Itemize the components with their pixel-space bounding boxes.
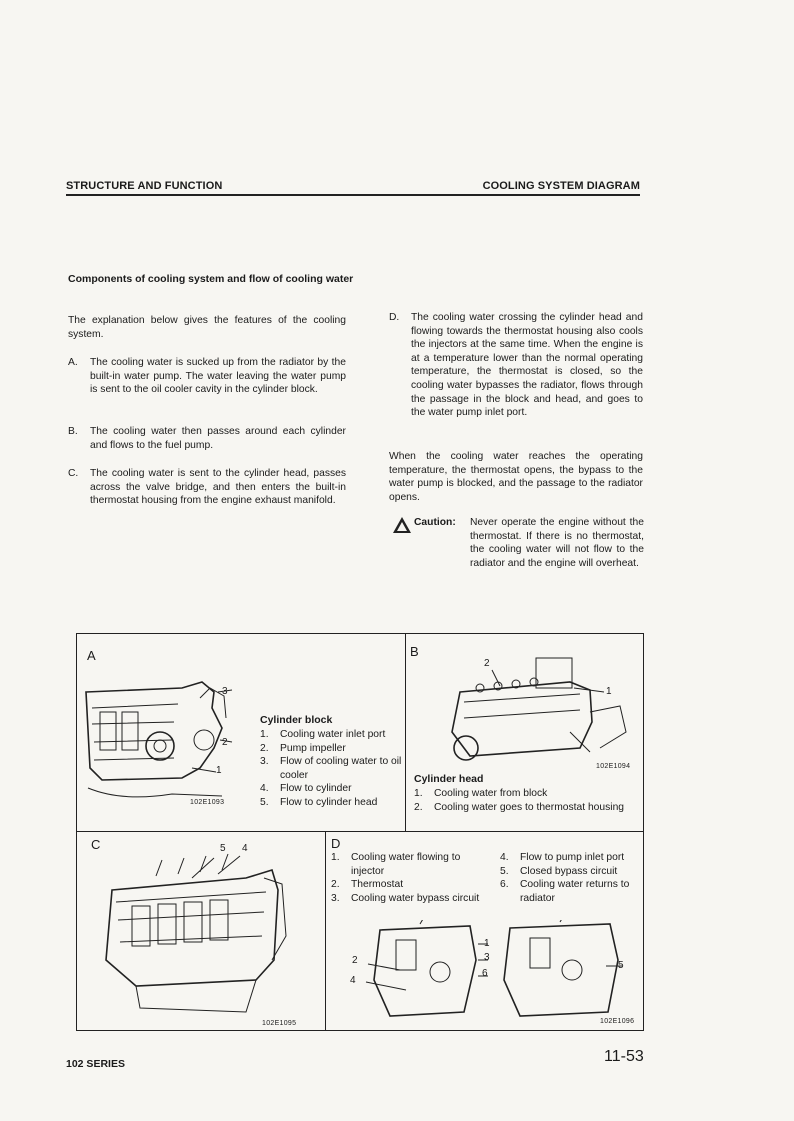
- item-text: Cooling water from block: [434, 788, 548, 799]
- list-item: [500, 865, 642, 879]
- list-item: [500, 878, 642, 905]
- list-item: [260, 796, 402, 810]
- list-item: [260, 742, 402, 756]
- item-text: Pump impeller: [280, 742, 346, 754]
- item-number: 1.: [331, 852, 340, 863]
- footer-series: 102 SERIES: [66, 1058, 125, 1070]
- callout-label: 5: [220, 843, 226, 854]
- header-rule: [66, 194, 640, 196]
- item-text: Closed bypass circuit: [520, 865, 618, 877]
- item-text: The cooling water is sucked up from the radiator by the built-in water pump. The water leaving the water pump is sent to the oil cooler cavity in the cylinder block.: [90, 357, 346, 396]
- item-number: 4.: [500, 852, 509, 863]
- item-number: 5.: [260, 796, 269, 808]
- caution-note: [392, 516, 644, 570]
- callout-label: 1: [484, 938, 490, 949]
- callout-label: 4: [242, 843, 248, 854]
- item-text: Cooling water inlet port: [280, 729, 386, 740]
- item-text: Cooling water returns to radiator: [520, 879, 630, 904]
- item-text: Flow to cylinder: [280, 783, 352, 795]
- list-item: [414, 787, 640, 801]
- list-item: [414, 801, 640, 815]
- list-item-b: [68, 425, 346, 452]
- item-number: 2.: [414, 801, 423, 813]
- list-item: [500, 851, 642, 865]
- item-text: The cooling water is sent to the cylinder head, passes across the valve bridge, and then enters the built-in thermostat housing from the engine exhaust manifold.: [90, 468, 346, 507]
- item-number: 2.: [331, 879, 340, 891]
- header-right: COOLING SYSTEM DIAGRAM: [482, 180, 640, 192]
- item-text: Flow of cooling water to oil cooler: [280, 756, 402, 781]
- list-item-a: [68, 356, 346, 397]
- panel-d-list-right: [500, 851, 642, 905]
- item-number: 6.: [500, 879, 509, 891]
- caution-text: Never operate the engine without the thermostat. If there is no thermostat, the cooling water will not flow to the radiator and the engine will overheat.: [470, 517, 644, 569]
- panel-b-letter: B: [410, 644, 419, 659]
- item-number: 4.: [260, 783, 269, 795]
- panel-d-list-left: [331, 851, 481, 905]
- item-number: 2.: [260, 742, 269, 754]
- item-text: The cooling water crossing the cylinder head and flowing towards the thermostat housing also cools the injectors at the same time. When the engine is at a temperature lower than the normal operating temperature, the thermostat is closed, so the cooling water bypasses the radiator, flows through the passage in the block and head, and goes to the water pump inlet port.: [411, 312, 643, 419]
- item-letter: C.: [68, 468, 79, 479]
- list-item: [260, 782, 402, 796]
- item-text: Flow to cylinder head: [280, 796, 378, 808]
- thermostat-drawing: [360, 920, 640, 1020]
- divider: [76, 831, 644, 832]
- engine-flow-drawing: [96, 850, 322, 1022]
- figure-code: 102E1093: [190, 799, 225, 806]
- cylinder-head-drawing: [440, 652, 640, 764]
- item-number: 1.: [260, 729, 269, 740]
- header-left: STRUCTURE AND FUNCTION: [66, 180, 223, 192]
- panel-d-letter: D: [331, 836, 341, 851]
- list-item-c: [68, 467, 346, 508]
- callout-label: 2: [484, 658, 490, 669]
- item-text: Cooling water bypass circuit: [351, 892, 480, 904]
- callout-label: 2: [222, 737, 228, 748]
- item-letter: A.: [68, 357, 78, 368]
- callout-label: 6: [482, 968, 488, 979]
- item-letter: B.: [68, 426, 78, 437]
- item-text: Cooling water flowing to injector: [351, 852, 461, 877]
- item-number: 1.: [414, 788, 423, 799]
- list-item: [260, 728, 402, 742]
- list-item: [331, 851, 481, 878]
- panel-c-letter: C: [91, 837, 101, 852]
- item-text: Flow to pump inlet port: [520, 852, 625, 863]
- figure-code: 102E1094: [596, 763, 631, 770]
- callout-label: 4: [350, 975, 356, 986]
- item-number: 3.: [260, 756, 269, 768]
- panel-a-title: Cylinder block: [260, 714, 333, 726]
- item-text: Thermostat: [351, 879, 404, 891]
- item-text: The cooling water then passes around each cylinder and flows to the fuel pump.: [90, 426, 346, 451]
- page-number: 11-53: [604, 1048, 644, 1065]
- callout-label: 1: [216, 765, 222, 776]
- panel-b-list: [414, 787, 640, 814]
- list-item: [260, 755, 402, 782]
- intro-paragraph: The explanation below gives the features of the cooling system.: [68, 315, 346, 340]
- figure-code: 102E1095: [262, 1020, 297, 1027]
- warning-triangle-icon: [392, 516, 414, 570]
- panel-a-letter: A: [87, 648, 96, 663]
- callout-label: 3: [484, 952, 490, 963]
- divider: [405, 633, 406, 831]
- after-paragraph: When the cooling water reaches the operating temperature, the thermostat opens, the bypass to the water pump is blocked, and the passage to the radiator opens.: [389, 451, 643, 503]
- item-text: Cooling water goes to thermostat housing: [434, 801, 625, 813]
- item-number: 5.: [500, 865, 509, 877]
- callout-label: 2: [352, 955, 358, 966]
- callout-label: 1: [606, 686, 612, 697]
- divider: [325, 831, 326, 1031]
- list-item: [331, 892, 481, 906]
- list-item: [331, 878, 481, 892]
- callout-label: 3: [222, 686, 228, 697]
- panel-b-title: Cylinder head: [414, 773, 484, 785]
- item-number: 3.: [331, 892, 340, 904]
- figure-code: 102E1096: [600, 1018, 635, 1025]
- caution-label: Caution:: [414, 517, 456, 528]
- list-item-d: [389, 311, 643, 420]
- panel-a-list: [260, 728, 402, 810]
- section-heading: Components of cooling system and flow of cooling water: [68, 273, 354, 285]
- callout-label: 5: [618, 960, 624, 971]
- item-letter: D.: [389, 312, 400, 323]
